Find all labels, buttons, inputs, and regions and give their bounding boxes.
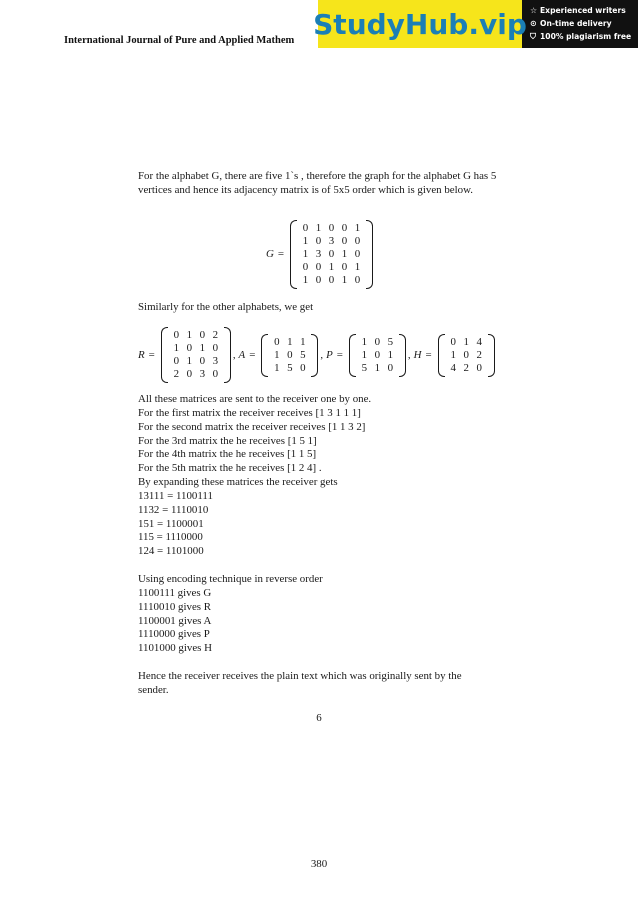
matrix-cell: 0	[315, 234, 322, 247]
matrix-cell: 0	[463, 348, 469, 361]
banner-feature-text: Experienced writers	[540, 6, 626, 15]
matrix-cell: 5	[361, 361, 368, 374]
text-line: 124 = 1101000	[138, 545, 204, 558]
matrix-cell: 1	[328, 260, 335, 273]
matrix-cell: 0	[328, 273, 335, 286]
matrix-row	[447, 336, 486, 349]
equals-sign: =	[336, 349, 343, 361]
matrix-row	[299, 274, 364, 287]
matrix-cell: 0	[328, 221, 335, 234]
matrix-cell: 0	[450, 335, 456, 348]
comma: ,	[320, 349, 324, 361]
journal-page-number: 380	[310, 858, 328, 870]
blank-line	[138, 559, 462, 573]
matrix-row	[270, 362, 309, 375]
matrix-cell: 5	[287, 361, 293, 374]
matrix-cell: 0	[374, 335, 381, 348]
text-line: 115 = 1110000	[138, 531, 203, 544]
matrix-cell: 0	[186, 368, 193, 380]
matrix-r	[159, 327, 233, 383]
text-line: All these matrices are sent to the receiver one by one.	[138, 393, 372, 405]
matrix-cell: 0	[212, 342, 219, 354]
matrix-label-h: H	[413, 349, 422, 361]
matrix-cell: 0	[354, 234, 361, 247]
matrix-label-a: A	[238, 349, 246, 361]
journal-header: International Journal of Pure and Applied Mathem	[64, 35, 295, 46]
matrix-cell: 0	[186, 342, 193, 354]
text-line: For the 5th matrix the he receives [1 2 4] .	[138, 462, 322, 475]
text-line: For the 4th matrix the he receives [1 1 5]	[138, 448, 317, 461]
matrix-cell: 1	[274, 361, 280, 374]
matrix-cell: 1	[287, 335, 293, 348]
matrix-row	[299, 261, 364, 274]
banner-feature-text: On-time delivery	[540, 19, 612, 28]
matrix-cell: 0	[274, 335, 280, 348]
matrix-cell: 4	[450, 361, 456, 374]
matrix-cell: 0	[300, 361, 306, 374]
matrix-cell: 0	[354, 247, 361, 260]
matrix-cell: 1	[354, 221, 361, 234]
equation-row	[138, 326, 497, 384]
text-line: 1100111 gives G	[138, 586, 212, 599]
matrix-cell: 5	[300, 348, 306, 361]
matrix-cell: 3	[199, 368, 206, 380]
matrix-cell: 3	[212, 355, 219, 367]
clock-icon: ⊙	[530, 19, 537, 28]
matrix-cell: 0	[212, 368, 219, 380]
matrix-cell: 3	[315, 247, 322, 260]
matrix-row	[299, 248, 364, 261]
matrix-cell: 3	[328, 234, 335, 247]
intro-text: For the alphabet G, there are five 1`s , therefore the graph for the alphabet G has 5 vertices and hence its adjacency matrix is of 5x5 order which is given below.	[138, 170, 497, 197]
matrix-cell: 4	[476, 335, 482, 348]
matrix-cell: 1	[300, 335, 306, 348]
matrix-cell: 1	[302, 273, 309, 286]
matrix-cell: 1	[361, 348, 368, 361]
matrix-cell: 0	[199, 329, 206, 341]
matrix-cell: 0	[341, 260, 348, 273]
text-line: 1132 = 1110010	[138, 503, 209, 516]
matrix-cell: 1	[374, 361, 381, 374]
matrix-cell: 0	[302, 260, 309, 273]
matrix-cell: 0	[341, 221, 348, 234]
matrix-row	[358, 362, 397, 375]
matrix-g	[288, 220, 375, 289]
banner-feature	[530, 17, 638, 30]
matrix-cell: 0	[287, 348, 293, 361]
ad-banner[interactable]	[313, 0, 638, 48]
text-line: 13111 = 1100111	[138, 489, 213, 502]
banner-feature	[530, 4, 638, 17]
matrix-cell: 5	[387, 335, 394, 348]
matrix-row	[170, 329, 222, 342]
matrix-cell: 1	[463, 335, 469, 348]
text-line: For the first matrix the receiver receives [1 3 1 1 1]	[138, 406, 361, 419]
matrix-row	[170, 342, 222, 355]
similarly-text: Similarly for the other alphabets, we get	[138, 301, 314, 313]
matrix-cell: 1	[387, 348, 394, 361]
matrix-label-r: R	[138, 349, 145, 361]
matrix-cell: 0	[476, 361, 482, 374]
text-line: sender.	[138, 683, 169, 696]
matrix-cell: 1	[302, 234, 309, 247]
shield-icon: ⛉	[530, 32, 536, 41]
matrix-row	[447, 362, 486, 375]
matrix-row	[270, 349, 309, 362]
banner-features	[530, 4, 638, 43]
matrix-cell: 2	[476, 348, 482, 361]
equals-sign: =	[249, 349, 256, 361]
star-icon: ☆	[530, 6, 538, 15]
studyhub-logo[interactable]: StudyHub.vip	[318, 0, 522, 48]
matrix-a	[259, 334, 320, 377]
matrix-row	[170, 355, 222, 368]
matrix-cell: 0	[315, 260, 322, 273]
matrix-row	[299, 222, 364, 235]
matrix-cell: 1	[173, 342, 180, 354]
matrix-cell: 2	[463, 361, 469, 374]
matrix-p	[347, 334, 408, 377]
matrix-row	[270, 336, 309, 349]
text-line: 1110000 gives P	[138, 628, 210, 641]
text-line: For the second matrix the receiver receives [1 1 3 2]	[138, 420, 366, 433]
comma: ,	[407, 349, 411, 361]
matrix-label-g: G	[266, 248, 274, 260]
matrix-cell: 0	[374, 348, 381, 361]
matrix-cell: 1	[302, 247, 309, 260]
matrix-cell: 2	[173, 368, 180, 380]
equals-sign: =	[148, 349, 155, 361]
matrix-row	[299, 235, 364, 248]
matrix-row	[170, 368, 222, 381]
matrix-cell: 0	[354, 273, 361, 286]
banner-feature-text: 100% plagiarism free	[540, 32, 632, 41]
matrix-cell: 0	[387, 361, 394, 374]
body-lines	[138, 393, 462, 698]
text-line: Hence the receiver receives the plain text which was originally sent by the	[138, 669, 462, 682]
matrix-cell: 0	[328, 247, 335, 260]
matrix-row	[447, 349, 486, 362]
matrix-label-p: P	[326, 349, 333, 361]
matrix-row	[358, 336, 397, 349]
matrix-cell: 1	[361, 335, 368, 348]
matrix-cell: 1	[315, 221, 322, 234]
text-line: 1101000 gives H	[138, 642, 213, 655]
text-line: Using encoding technique in reverse order	[138, 572, 323, 585]
matrix-cell: 1	[186, 355, 193, 367]
matrix-cell: 0	[302, 221, 309, 234]
matrix-cell: 1	[341, 273, 348, 286]
matrix-cell: 1	[354, 260, 361, 273]
matrix-cell: 1	[450, 348, 456, 361]
text-line: For the 3rd matrix the he receives [1 5 1]	[138, 434, 317, 447]
local-page-number: 6	[316, 712, 322, 724]
matrix-cell: 0	[173, 355, 180, 367]
matrix-cell: 1	[341, 247, 348, 260]
matrix-row	[358, 349, 397, 362]
intro-paragraph	[138, 169, 508, 197]
matrix-cell: 1	[274, 348, 280, 361]
matrix-cell: 0	[315, 273, 322, 286]
text-line: 151 = 1100001	[138, 517, 204, 530]
equation-g	[266, 221, 375, 287]
text-line: By expanding these matrices the receiver gets	[138, 476, 338, 489]
matrix-cell: 1	[186, 329, 193, 341]
banner-feature	[530, 30, 638, 43]
text-line: 1100001 gives A	[138, 614, 212, 627]
matrix-cell: 1	[199, 342, 206, 354]
matrix-cell: 0	[199, 355, 206, 367]
matrix-h	[436, 334, 497, 377]
matrix-cell: 2	[212, 329, 219, 341]
comma: ,	[232, 349, 236, 361]
equals-sign: =	[425, 349, 432, 361]
equals-sign: =	[277, 248, 285, 260]
matrix-cell: 0	[173, 329, 180, 341]
blank-line	[138, 656, 462, 670]
text-line: 1110010 gives R	[138, 600, 212, 613]
matrix-cell: 0	[341, 234, 348, 247]
